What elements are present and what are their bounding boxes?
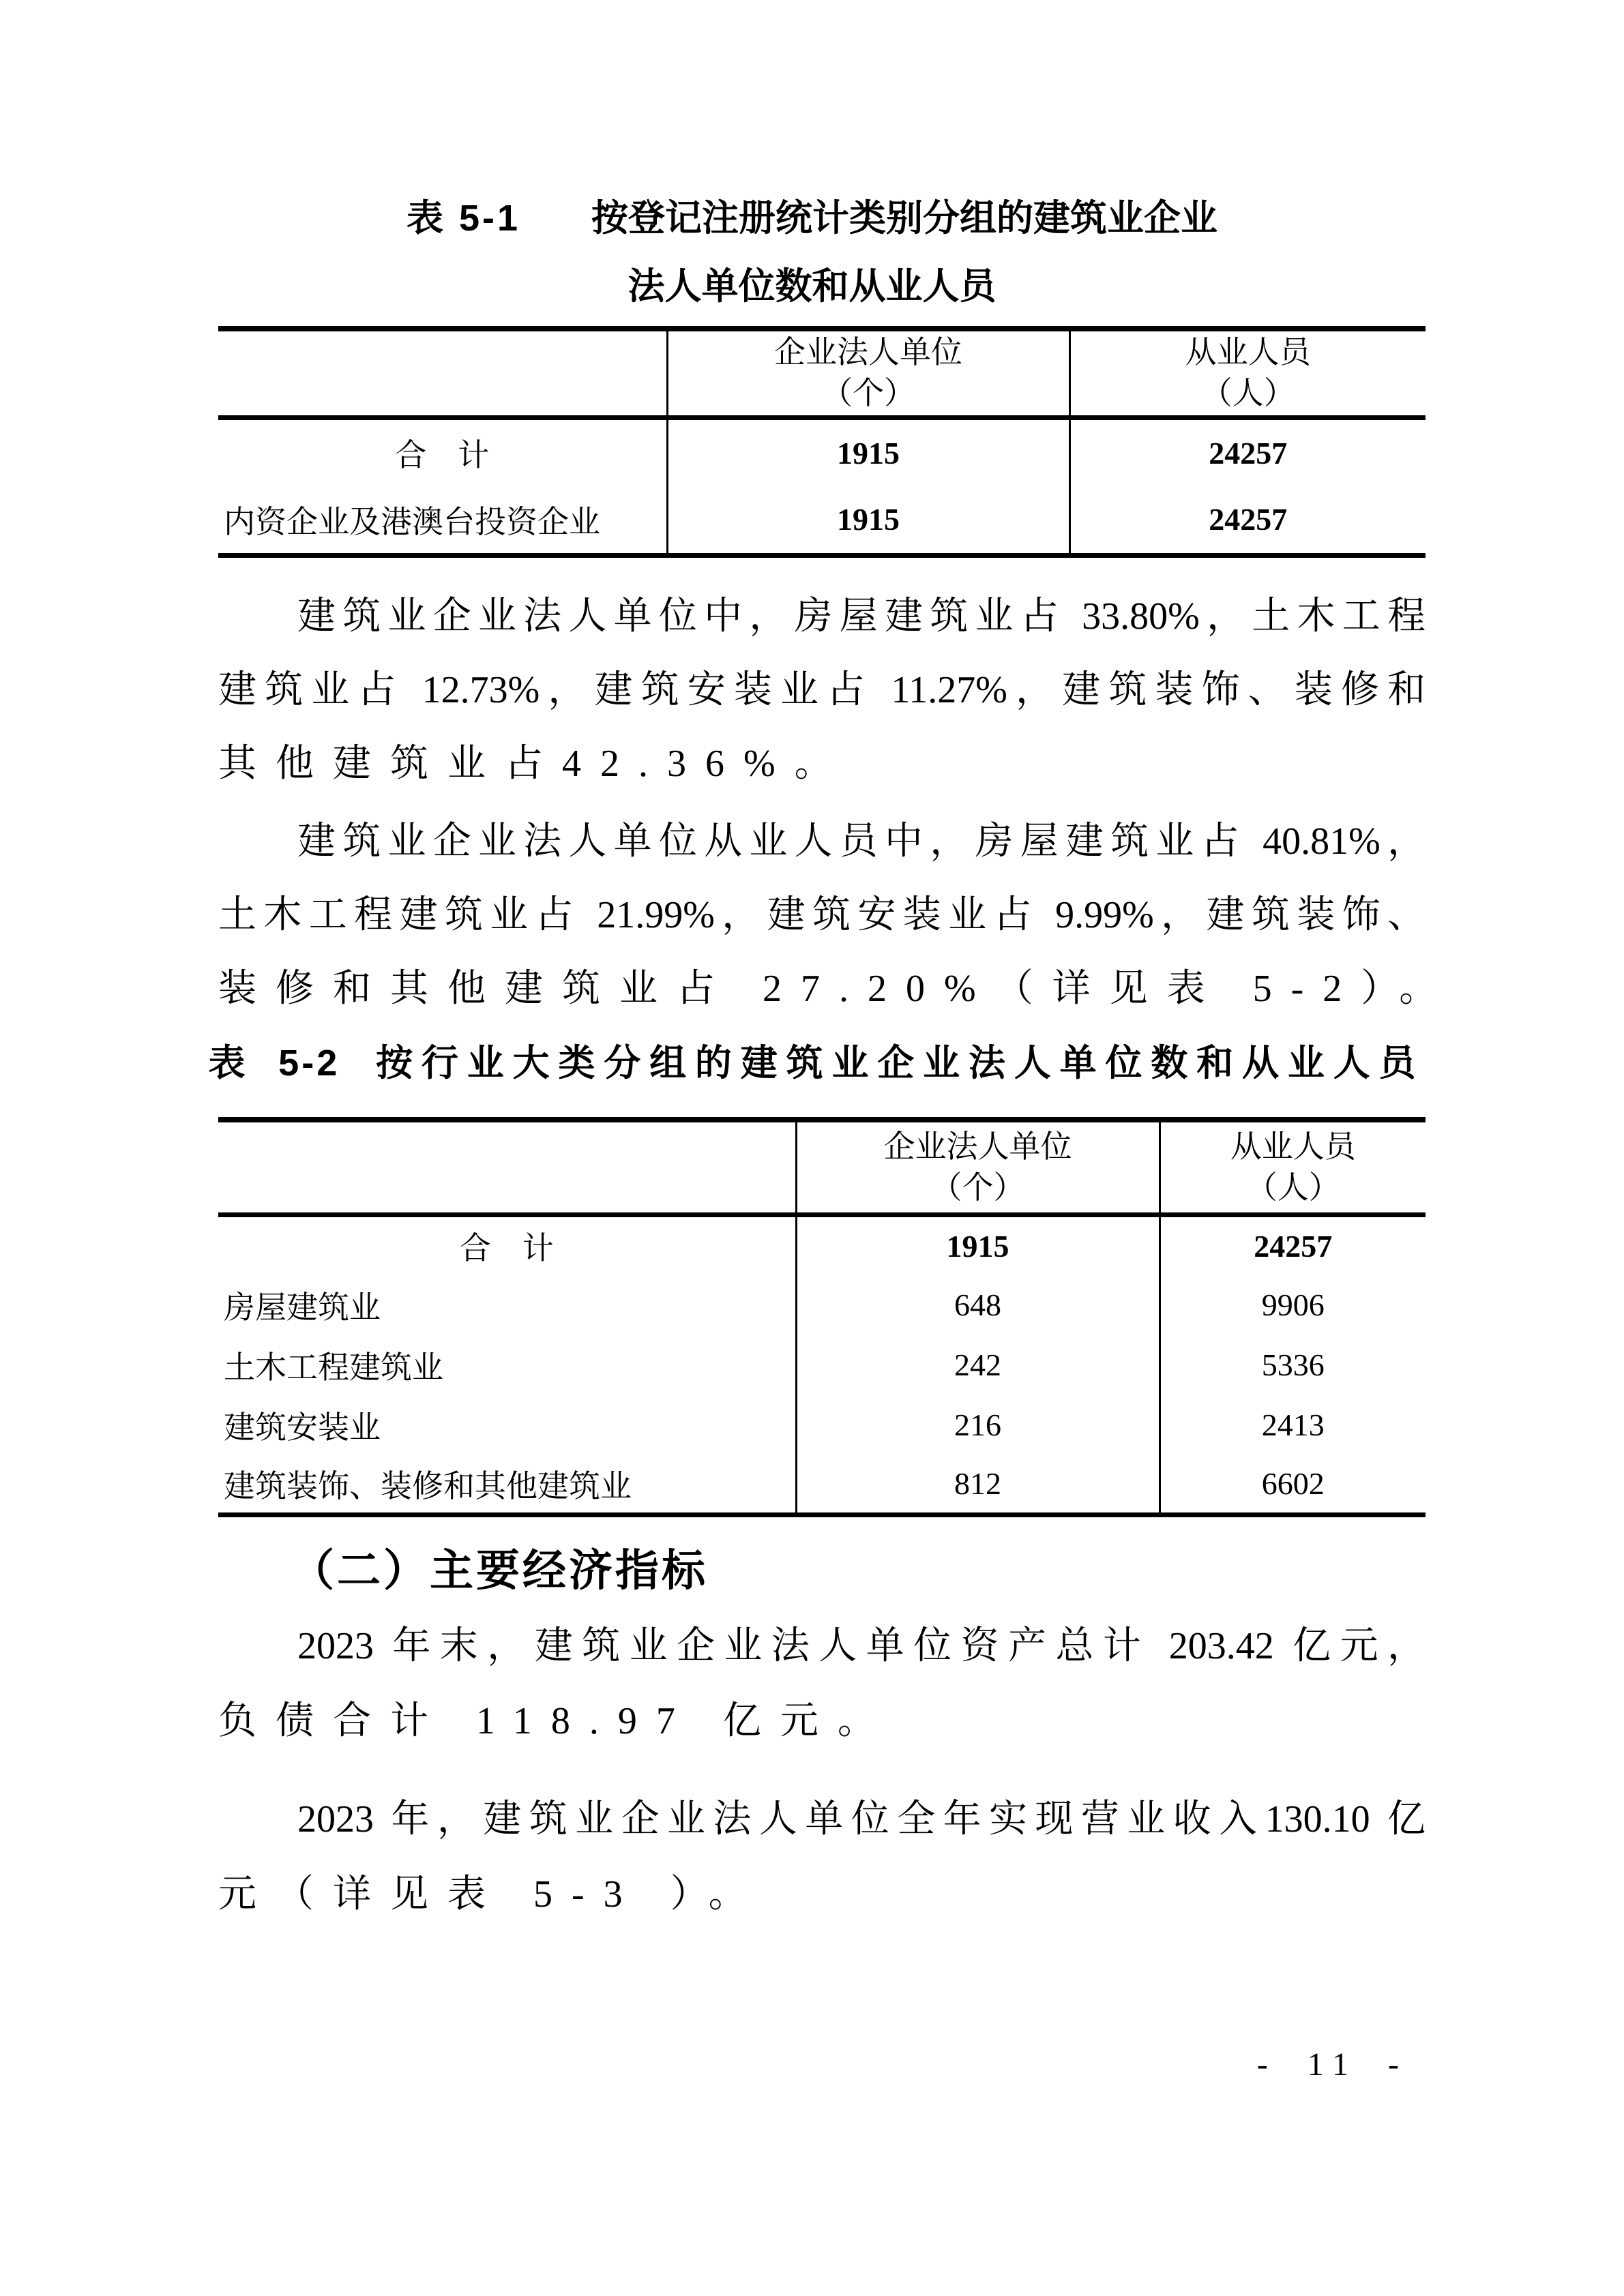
paragraph-employees-shares (218, 805, 1457, 1026)
row-label: 内资企业及港澳台投资企业 (224, 504, 600, 539)
table5-1-units-header: 企业法人单位 （个） (667, 329, 1069, 417)
table5-1-stub-header (218, 329, 667, 417)
row-units-value: 648 (796, 1275, 1160, 1335)
table-5-2 (218, 1117, 1426, 1518)
table-row (218, 1215, 1426, 1275)
table1-title-line1 (209, 184, 1416, 252)
text-line: 建筑业企业法人单位中，房屋建筑业占 33.80%，土木工程 (297, 595, 1426, 638)
row-units-value: 1915 (796, 1215, 1160, 1275)
row-units-value: 1915 (667, 486, 1069, 555)
table5-2-header-row (218, 1120, 1426, 1215)
table2-title-text: 按行业大类分组的建筑业企业法人单位数和从业人员 (367, 1042, 1416, 1084)
table1-title-text: 按登记注册统计类别分组的建筑业企业 (591, 198, 1218, 239)
row-label: 房屋建筑业 (224, 1289, 381, 1325)
text-line: 其他建筑业占42.36%。 (218, 742, 852, 785)
table1-title-line2: 法人单位数和从业人员 (628, 266, 996, 307)
row-persons-value: 6602 (1160, 1455, 1426, 1515)
text-line: 装修和其他建筑业占 27.20%（详见表 5-2）。 (218, 967, 1457, 1010)
row-label: 合 计 (459, 1231, 554, 1266)
row-persons-value: 9906 (1160, 1275, 1426, 1335)
table-row (218, 1275, 1426, 1335)
row-units-value: 242 (796, 1335, 1160, 1395)
row-persons-value: 24257 (1160, 1215, 1426, 1275)
table-row (218, 1395, 1426, 1455)
row-units-value: 216 (796, 1395, 1160, 1455)
table5-1-header-row (218, 329, 1426, 417)
row-label: 土木工程建筑业 (224, 1350, 443, 1385)
row-persons-value: 24257 (1069, 417, 1426, 486)
paragraph-revenue (218, 1782, 1426, 1932)
table5-2-stub-header (218, 1120, 796, 1215)
table-row (218, 1335, 1426, 1395)
table2-title-label: 表 5-2 (208, 1042, 340, 1084)
text-line: 建筑业占 12.73%，建筑安装业占 11.27%，建筑装饰、装修和 (218, 668, 1426, 711)
table5-2-persons-header: 从业人员 （人） (1160, 1120, 1426, 1215)
paragraph-legal-units-shares (218, 580, 1426, 801)
row-label: 合 计 (395, 438, 490, 473)
row-units-value: 1915 (667, 417, 1069, 486)
page-number: - 11 - (1256, 2046, 1408, 2083)
row-persons-value: 24257 (1069, 486, 1426, 555)
table5-1-persons-header: 从业人员 （人） (1069, 329, 1426, 417)
table1-title-label: 表 5-1 (406, 198, 521, 239)
paragraph-assets-liabilities (218, 1609, 1426, 1759)
text-line: 建筑业企业法人单位从业人员中，房屋建筑业占 40.81%， (297, 820, 1426, 863)
table5-2-units-header: 企业法人单位 （个） (796, 1120, 1160, 1215)
row-label: 建筑装饰、装修和其他建筑业 (224, 1468, 632, 1504)
table-row (218, 486, 1426, 555)
row-units-value: 812 (796, 1455, 1160, 1515)
table-row (218, 1455, 1426, 1515)
table1-title (209, 184, 1416, 320)
text-line: 负债合计 118.97 亿元。 (218, 1700, 895, 1742)
text-line: 元（详见表 5-3 ）。 (218, 1873, 766, 1915)
text-line: 土木工程建筑业占 21.99%，建筑安装业占 9.99%，建筑装饰、 (218, 893, 1426, 936)
text-line: 2023 年，建筑业企业法人单位全年实现营业收入130.10 亿 (297, 1798, 1426, 1840)
text-line: 2023 年末，建筑业企业法人单位资产总计 203.42 亿元， (297, 1625, 1426, 1667)
row-persons-value: 5336 (1160, 1335, 1426, 1395)
table-5-1 (218, 326, 1426, 558)
table2-title (209, 1042, 1416, 1084)
row-persons-value: 2413 (1160, 1395, 1426, 1455)
row-label: 建筑安装业 (224, 1410, 381, 1445)
table-row (218, 417, 1426, 486)
section-heading-economic-indicators: （二）主要经济指标 (291, 1547, 708, 1595)
